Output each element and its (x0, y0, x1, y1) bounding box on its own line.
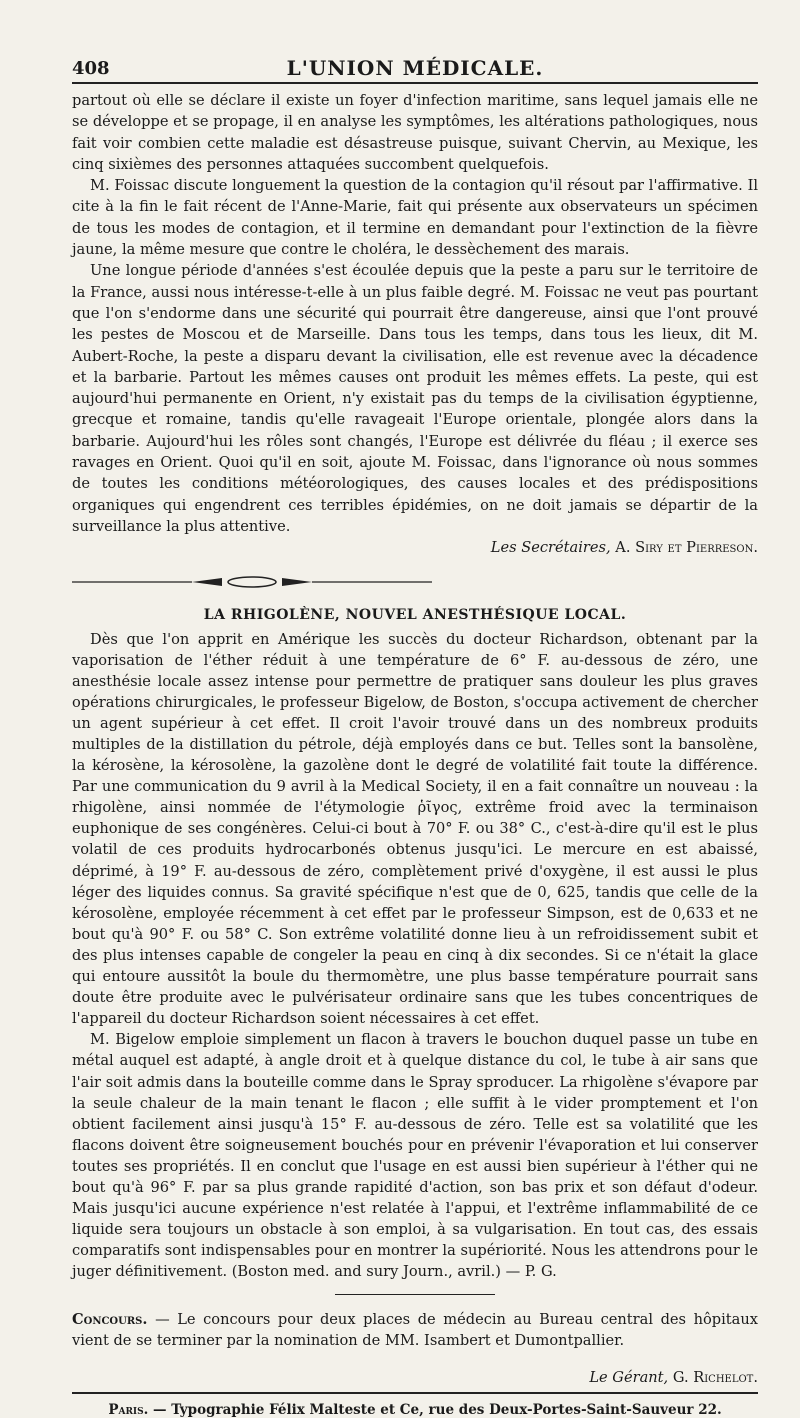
section-title: LA RHIGOLÈNE, NOUVEL ANESTHÉSIQUE LOCAL. (203, 606, 627, 623)
section-paragraph-2: M. Bigelow emploie simplement un flacon à travers le bouchon duquel passe un tube en métal auquel est adapté, à angle droit et à quelque distance du col, le tube à air sans que l'air soit admis dans la bouteille comme dans le Spray sproducer. La rhigolène s'évapore par la seule chaleur de la main tenant le flacon ; elle suffit à le vider promptement et l'on obtient facilement ainsi jusqu'à 15° F. au-dessous de zéro. Telle est sa volatilité que les flacons doivent être soigneusement bouchés pour en prévenir l'évaporation et lui conserver toutes ses propriétés. Il en conclut que l'usage en est aussi bien supérieur à l'éther qui ne bout qu'à 96° F. par sa plus grande rapidité d'action, son bas prix et son défaut d'odeur. Mais jusqu'ici aucune expérience n'est relatée à l'appui, et l'extrême inflammabilité de ce liquide sera toujours un obstacle à son emploi, à sa vulgarisation. En tout cas, des essais comparatifs sont indispensables pour en montrer la supériorité. Nous les attendrons pour le juger définitivement. (Boston med. and sury Journ., avril.) — P. G. (72, 1031, 758, 1281)
gerant-name: G. Richelot. (672, 1369, 758, 1387)
printer-imprint (72, 1402, 758, 1418)
paragraph-1: partout où elle se déclare il existe un foyer d'infection maritime, sans lequel jamais elle ne se développe et se propage, il en analyse les symptômes, les altérations pathologiques, nous fait voir combien cette maladie est désastreuse puisque, suivant Chervin, au Mexique, les cinq sixièmes des personnes attaquées succombent quelquefois. (72, 92, 758, 173)
page-number: 408 (72, 58, 110, 79)
short-divider (335, 1294, 495, 1295)
concours-text: — Le concours pour deux places de médecin au Bureau central des hôpitaux vient de se terminer par la nomination de MM. Isambert et Dumontpallier. (72, 1311, 758, 1350)
section-body (72, 629, 758, 1283)
concours-lead: Concours. (72, 1311, 148, 1329)
gerant-signature (72, 1369, 758, 1386)
journal-title: L'UNION MÉDICALE. (286, 56, 544, 80)
signature-names: A. Siry et Pierreson. (615, 539, 758, 557)
page-header (72, 52, 758, 84)
secretaries-signature (72, 537, 758, 558)
ornamental-divider (72, 573, 432, 591)
article-body (72, 90, 758, 559)
paragraph-3: Une longue période d'années s'est écoulée depuis que la peste a paru sur le territoire de la France, aussi nous intéresse-t-elle à un plus faible degré. M. Foissac ne veut pas pourtant que l'on s'endorme dans une sécurité qui pourrait être dangereuse, ainsi que l'ont prouvé les pestes de Moscou et de Marseille. Dans tous les temps, dans tous les lieux, dit M. Aubert-Roche, la peste a disparu devant la civilisation, elle est revenue avec la décadence et la barbarie. Partout les mêmes causes ont produit les mêmes effets. La peste, qui est aujourd'hui permanente en Orient, n'y existait pas du temps de la civilisation égyptienne, grecque et romaine, tandis qu'elle ravageait l'Europe orientale, plongée alors dans la barbarie. Aujourd'hui les rôles sont changés, l'Europe est délivrée du fléau ; il exerce ses ravages en Orient. Quoi qu'il en soit, ajoute M. Foissac, dans l'ignorance où nous sommes de toutes les conditions météorologiques, des causes locales et des prédispositions organiques qui engendrent ces terribles épidémies, on ne doit jamais se départir de la surveillance la plus attentive. (72, 262, 758, 535)
section-paragraph-1: Dès que l'on apprit en Amérique les succès du docteur Richardson, obtenant par la vaporisation de l'éther réduit à une température de 6° F. au-dessous de zéro, une anesthésie locale assez intense pour permettre de pratiquer sans douleur les plus graves opérations chirurgicales, le professeur Bigelow, de Boston, s'occupa activement de chercher un agent supérieur à cet effet. Il croit l'avoir trouvé dans un des nombreux produits multiples de la distillation du pétrole, déjà employés dans ce but. Telles sont la bansolène, la kérosène, la kérosolène, la gazolène dont le degré de volatilité fait toute la différence. Par une communication du 9 avril à la Medical Society, il en a fait connaître un nouveau : la rhigolène, ainsi nommée de l'étymologie ῥῖγος, extrême froid avec la terminaison euphonique de ses congénères. Celui-ci bout à 70° F. ou 38° C., c'est-à-dire qu'il est le plus volatil de ces produits hydrocarbonés obtenus jusqu'ici. Le mercure en est abaissé, déprimé, à 19° F. au-dessous de zéro, complètement privé d'oxygène, il est aussi le plus léger des liquides connus. Sa gravité spécifique n'est que de 0, 625, tandis que celle de la kérosolène, employée récemment à cet effet par le professeur Simpson, est de 0,633 et ne bout qu'à 90° F. ou 58° C. Son extrême volatilité donne lieu à un refroidissement subit et des plus intenses capable de congeler la peau en cinq à dix secondes. Si ce n'était la glace qui entoure aussitôt la boule du thermomètre, une plus basse température pourrait sans doute être produite avec le pulvérisateur ordinaire sans que les tubes concentriques de l'appareil du docteur Richardson soient nécessaires à cet effet. (72, 630, 758, 1028)
imprint-place: Paris. (108, 1402, 149, 1418)
imprint-text: — Typographie Félix Malteste et Ce, rue des Deux-Portes-Saint-Sauveur 22. (153, 1402, 722, 1418)
paragraph-2: M. Foissac discute longuement la question de la contagion qu'il résout par l'affirmative. Il cite à la fin le fait récent de l'Anne-Marie, fait qui présente aux observateurs un spécimen de tous les modes de contagion, et il termine en demandant pour l'extinction de la fièvre jaune, la même mesure que contre le choléra, le dessèchement des marais. (72, 177, 758, 259)
gerant-label: Le Gérant, (589, 1369, 669, 1387)
signature-prefix: Les Secrétaires, (490, 539, 611, 557)
footer-rule (72, 1392, 758, 1394)
concours-notice (72, 1309, 758, 1351)
